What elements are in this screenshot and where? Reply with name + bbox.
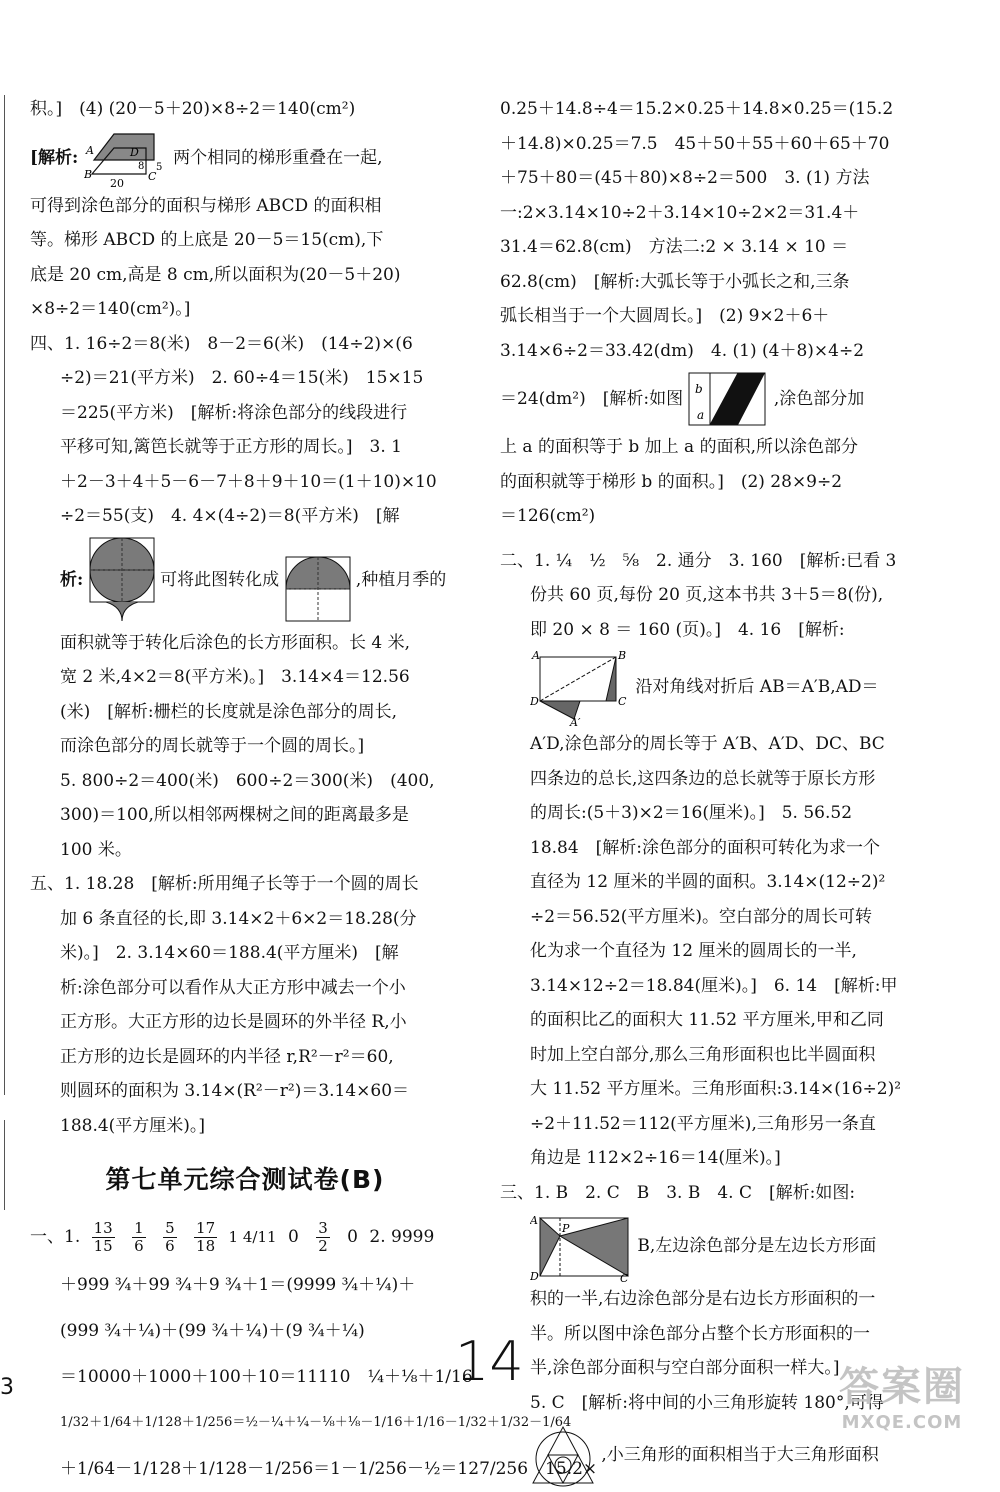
value: 0 xyxy=(347,1226,358,1247)
text-line: 一:2×3.14×10÷2＋3.14×10÷2×2＝31.4＋ xyxy=(500,202,860,223)
fraction-line xyxy=(30,1212,460,1262)
text-line: 的周长:(5＋3)×2＝16(厘米)。] 5. 56.52 xyxy=(530,803,853,823)
page-number: 3 xyxy=(0,1375,14,1400)
denominator: 2 xyxy=(318,1236,328,1255)
text-line: 大 11.52 平方厘米。三角形面积:3.14×(16÷2)² xyxy=(530,1079,902,1099)
text-line: 时加上空白部分,那么三角形面积也比半圆面积 xyxy=(530,1044,876,1065)
text-line: 份共 60 页,每份 20 页,这本书共 3＋5＝8(份), xyxy=(530,585,884,605)
fig-label: A xyxy=(530,1213,538,1227)
text-line: 面积就等于转化后涂色的长方形面积。长 4 米, xyxy=(60,632,411,653)
fig-label: D xyxy=(530,1269,539,1282)
text-line: (999 ¾＋¼)＋(99 ¾＋¼)＋(9 ¾＋¼) xyxy=(60,1320,365,1341)
right-column xyxy=(500,92,930,1490)
section-title: 第七单元综合测试卷(B) xyxy=(105,1165,385,1194)
text-line xyxy=(30,534,460,626)
handwritten-number: 14 xyxy=(455,1330,524,1393)
text-line: 正方形。大正方形的边长是圆环的外半径 R,小 xyxy=(60,1012,407,1032)
text-line: 18.84 [解析:涂色部分的面积可转化为求一个 xyxy=(530,837,881,858)
text-line: ＋999 ¾＋99 ¾＋9 ¾＋1＝(9999 ¾＋¼)＋ xyxy=(60,1274,416,1295)
text-line: 析:涂色部分可以看作从大正方形中减去一个小 xyxy=(60,977,406,998)
margin-rule xyxy=(4,95,5,1095)
text-line: 正方形的边长是圆环的内半径 r,R²－r²＝60, xyxy=(60,1046,394,1067)
denominator: 6 xyxy=(134,1236,144,1255)
text-fragment: ,涂色部分加 xyxy=(773,389,865,409)
text-line: ＝126(cm²) xyxy=(500,506,596,526)
rectangle-ab-figure xyxy=(688,371,768,429)
text-line xyxy=(500,647,930,727)
fig-label: C xyxy=(618,694,627,708)
denominator: 18 xyxy=(196,1236,216,1255)
rose-shape-figure xyxy=(89,537,155,623)
text-line xyxy=(30,127,460,189)
text-line: 五、1. 18.28 [解析:所用绳子长等于一个圆的周长 xyxy=(30,874,419,894)
numerator: 3 xyxy=(318,1218,328,1237)
text-line: ＋75＋80＝(45＋80)×8÷2＝500 3. (1) 方法 xyxy=(500,168,870,188)
triangle-circle-figure xyxy=(530,1423,596,1489)
margin-rule xyxy=(4,1120,5,1210)
text-fragment: 沿对角线对折后 AB＝A′B,AD＝ xyxy=(635,677,879,697)
text-line: 半,涂色部分面积与空白部分面积一样大。] xyxy=(530,1358,840,1378)
text-line: 二、1. ¼ ½ ⅝ 2. 通分 3. 160 [解析:已看 3 xyxy=(500,550,897,571)
fig-label: B xyxy=(83,168,92,181)
fig-label: C xyxy=(620,1271,629,1282)
fold-rectangle-figure xyxy=(530,649,630,727)
text-line: 62.8(cm) [解析:大弧长等于小弧长之和,三条 xyxy=(500,271,850,292)
text-line: 米)。] 2. 3.14×60＝188.4(平方厘米) [解 xyxy=(60,943,399,963)
text-line: 31.4＝62.8(cm) 方法二:2 × 3.14 × 10 ＝ xyxy=(500,237,849,257)
text-line: ＋1/64－1/128＋1/128－1/256＝1－1/256－½＝127/256 15.2× xyxy=(60,1458,598,1479)
numerator: 17 xyxy=(196,1218,216,1237)
fraction xyxy=(132,1220,146,1255)
fraction xyxy=(316,1220,330,1255)
text-line: 188.4(平方厘米)。] xyxy=(60,1115,206,1136)
text-line: 1/32＋1/64＋1/128＋1/256＝½－¼＋¼－⅛＋⅛－1/16＋1/16－1/32＋1/32－1/64 xyxy=(60,1414,572,1430)
text-line: 即 20 × 8 ＝ 160 (页)。] 4. 16 [解析: xyxy=(530,619,845,640)
rectangle-p-figure xyxy=(530,1212,632,1282)
text-fragment: B,左边涂色部分是左边长方形面 xyxy=(637,1236,877,1256)
text-line: 直径为 12 厘米的半圆的面积。3.14×(12÷2)² xyxy=(530,872,886,892)
text-line: 角边是 112×2÷16＝14(厘米)。] xyxy=(530,1148,781,1168)
text-fragment: ,种植月季的 xyxy=(355,569,447,590)
text-line: 3.14×6÷2＝33.42(dm) 4. (1) (4＋8)×4÷2 xyxy=(500,340,865,361)
text-line: 等。梯形 ABCD 的上底是 20－5＝15(cm),下 xyxy=(30,230,384,250)
text-line: 5. C [解析:将中间的小三角形旋转 180°,可得 xyxy=(530,1392,884,1413)
text-line: ÷2)＝21(平方米) 2. 60÷4＝15(米) 15×15 xyxy=(60,368,424,388)
text-line: 加 6 条直径的长,即 3.14×2＋6×2＝18.28(分 xyxy=(60,908,417,929)
fig-label: D xyxy=(530,694,539,708)
text-line: 可得到涂色部分的面积与梯形 ABCD 的面积相 xyxy=(30,195,382,216)
text-line: ÷2＝55(支) 4. 4×(4÷2)＝8(平方米) [解 xyxy=(60,506,400,526)
text-line: (米) [解析:栅栏的长度就是涂色部分的周长, xyxy=(60,701,398,722)
fraction xyxy=(92,1220,115,1255)
text-line: 100 米。 xyxy=(60,839,132,860)
numerator: 1 xyxy=(134,1218,144,1237)
text-line xyxy=(500,368,930,430)
fig-label: A xyxy=(85,144,94,157)
text-line: 5. 800÷2＝400(米) 600÷2＝300(米) (400, xyxy=(60,770,435,791)
text-line: 底是 20 cm,高是 8 cm,所以面积为(20－5＋20) xyxy=(30,264,401,285)
item-number: 一、1. xyxy=(30,1226,81,1247)
fig-label: C xyxy=(147,170,157,183)
text-line: 四条边的总长,这四条边的总长就等于原长方形 xyxy=(530,768,876,789)
fig-label: A xyxy=(532,648,540,662)
text-line: 半。所以图中涂色部分占整个长方形面积的一 xyxy=(530,1323,870,1344)
fig-label: A′ xyxy=(570,715,581,727)
fraction xyxy=(194,1220,217,1255)
fig-label: B xyxy=(618,648,627,662)
analysis-label: [解析: xyxy=(30,147,79,168)
numerator: 5 xyxy=(165,1218,175,1237)
fig-label: 5 xyxy=(155,162,163,173)
text-line: 上 a 的面积等于 b 加上 a 的面积,所以涂色部分 xyxy=(500,437,858,457)
denominator: 15 xyxy=(93,1236,113,1255)
numerator: 13 xyxy=(93,1218,113,1237)
watermark xyxy=(822,1355,982,1433)
text-line: 3.14×12÷2＝18.84(厘米)。] 6. 14 [解析:甲 xyxy=(530,975,898,996)
text-line: 0.25＋14.8÷4＝15.2×0.25＋14.8×0.25＝(15.2 xyxy=(500,99,894,119)
fig-label: a xyxy=(697,407,705,422)
text-fragment: ,小三角形的面积相当于大三角形面积 xyxy=(601,1445,879,1465)
text-line: A′D,涂色部分的周长等于 A′B、A′D、DC、BC xyxy=(530,734,885,754)
text-line: 积。] (4) (20－5＋20)×8÷2＝140(cm²) xyxy=(30,99,356,119)
text-line: ÷2＋11.52＝112(平方厘米),三角形另一条直 xyxy=(530,1113,876,1134)
text-line: 的面积比乙的面积大 11.52 平方厘米,甲和乙同 xyxy=(530,1010,884,1030)
text-line: 化为求一个直径为 12 厘米的圆周长的一半, xyxy=(530,941,857,961)
mixed-number: 1 4/11 xyxy=(228,1227,277,1246)
fig-label: 20 xyxy=(109,177,124,188)
text-line: 则圆环的面积为 3.14×(R²－r²)＝3.14×60＝ xyxy=(60,1081,410,1101)
fig-label: D xyxy=(129,146,139,159)
text-line: 300)＝100,所以相邻两棵树之间的距离最多是 xyxy=(60,805,409,825)
watermark-url: MXQE.COM xyxy=(841,1412,963,1433)
text-line xyxy=(500,1210,930,1282)
text-line: ＋14.8)×0.25＝7.5 45＋50＋55＋60＋65＋70 xyxy=(500,133,890,154)
text-line: 三、1. B 2. C B 3. B 4. C [解析:如图: xyxy=(500,1182,856,1203)
fig-label: b xyxy=(695,381,704,396)
value: 0 xyxy=(287,1226,299,1247)
text-line: 平移可知,篱笆长就等于正方形的周长。] 3. 1 xyxy=(60,437,402,457)
analysis-label: 析: xyxy=(60,569,84,590)
denominator: 6 xyxy=(165,1236,175,1255)
text-line: 而涂色部分的周长就等于一个圆的周长。] xyxy=(60,736,365,756)
text-line: 的面积就等于梯形 b 的面积。] (2) 28×9÷2 xyxy=(500,471,843,492)
text-line: ＝10000＋1000＋100＋10＝11110 ¼＋⅛＋1/16 xyxy=(60,1366,473,1387)
text-fragment: ＝24(dm²) [解析:如图 xyxy=(500,389,684,409)
text-line: ×8÷2＝140(cm²)。] xyxy=(30,299,191,319)
text-line: ÷2＝56.52(平方厘米)。空白部分的周长可转 xyxy=(530,906,872,927)
text-fragment: 两个相同的梯形重叠在一起, xyxy=(173,147,383,168)
text-fragment: 可将此图转化成 xyxy=(160,569,280,590)
text-line: 积的一半,右边涂色部分是右边长方形面积的一 xyxy=(530,1289,876,1309)
watermark-text: 答案圈 xyxy=(839,1364,965,1410)
fraction xyxy=(163,1220,177,1255)
trapezoid-figure xyxy=(84,128,168,188)
text-line: 四、1. 16÷2＝8(米) 8－2＝6(米) (14÷2)×(6 xyxy=(30,333,413,354)
text-fragment: 2. 9999 xyxy=(369,1226,435,1247)
text-line: ＝225(平方米) [解析:将涂色部分的线段进行 xyxy=(60,402,408,423)
fig-label: 8 xyxy=(137,161,145,172)
text-line: 弧长相当于一个大圆周长。] (2) 9×2＋6＋ xyxy=(500,306,830,326)
text-line: 宽 2 米,4×2＝8(平方米)。] 3.14×4＝12.56 xyxy=(60,667,410,687)
text-line: ＋2－3＋4＋5－6－7＋8＋9＋10＝(1＋10)×10 xyxy=(60,471,437,492)
fig-label: P xyxy=(562,1221,570,1235)
converted-shape-figure xyxy=(285,537,351,623)
